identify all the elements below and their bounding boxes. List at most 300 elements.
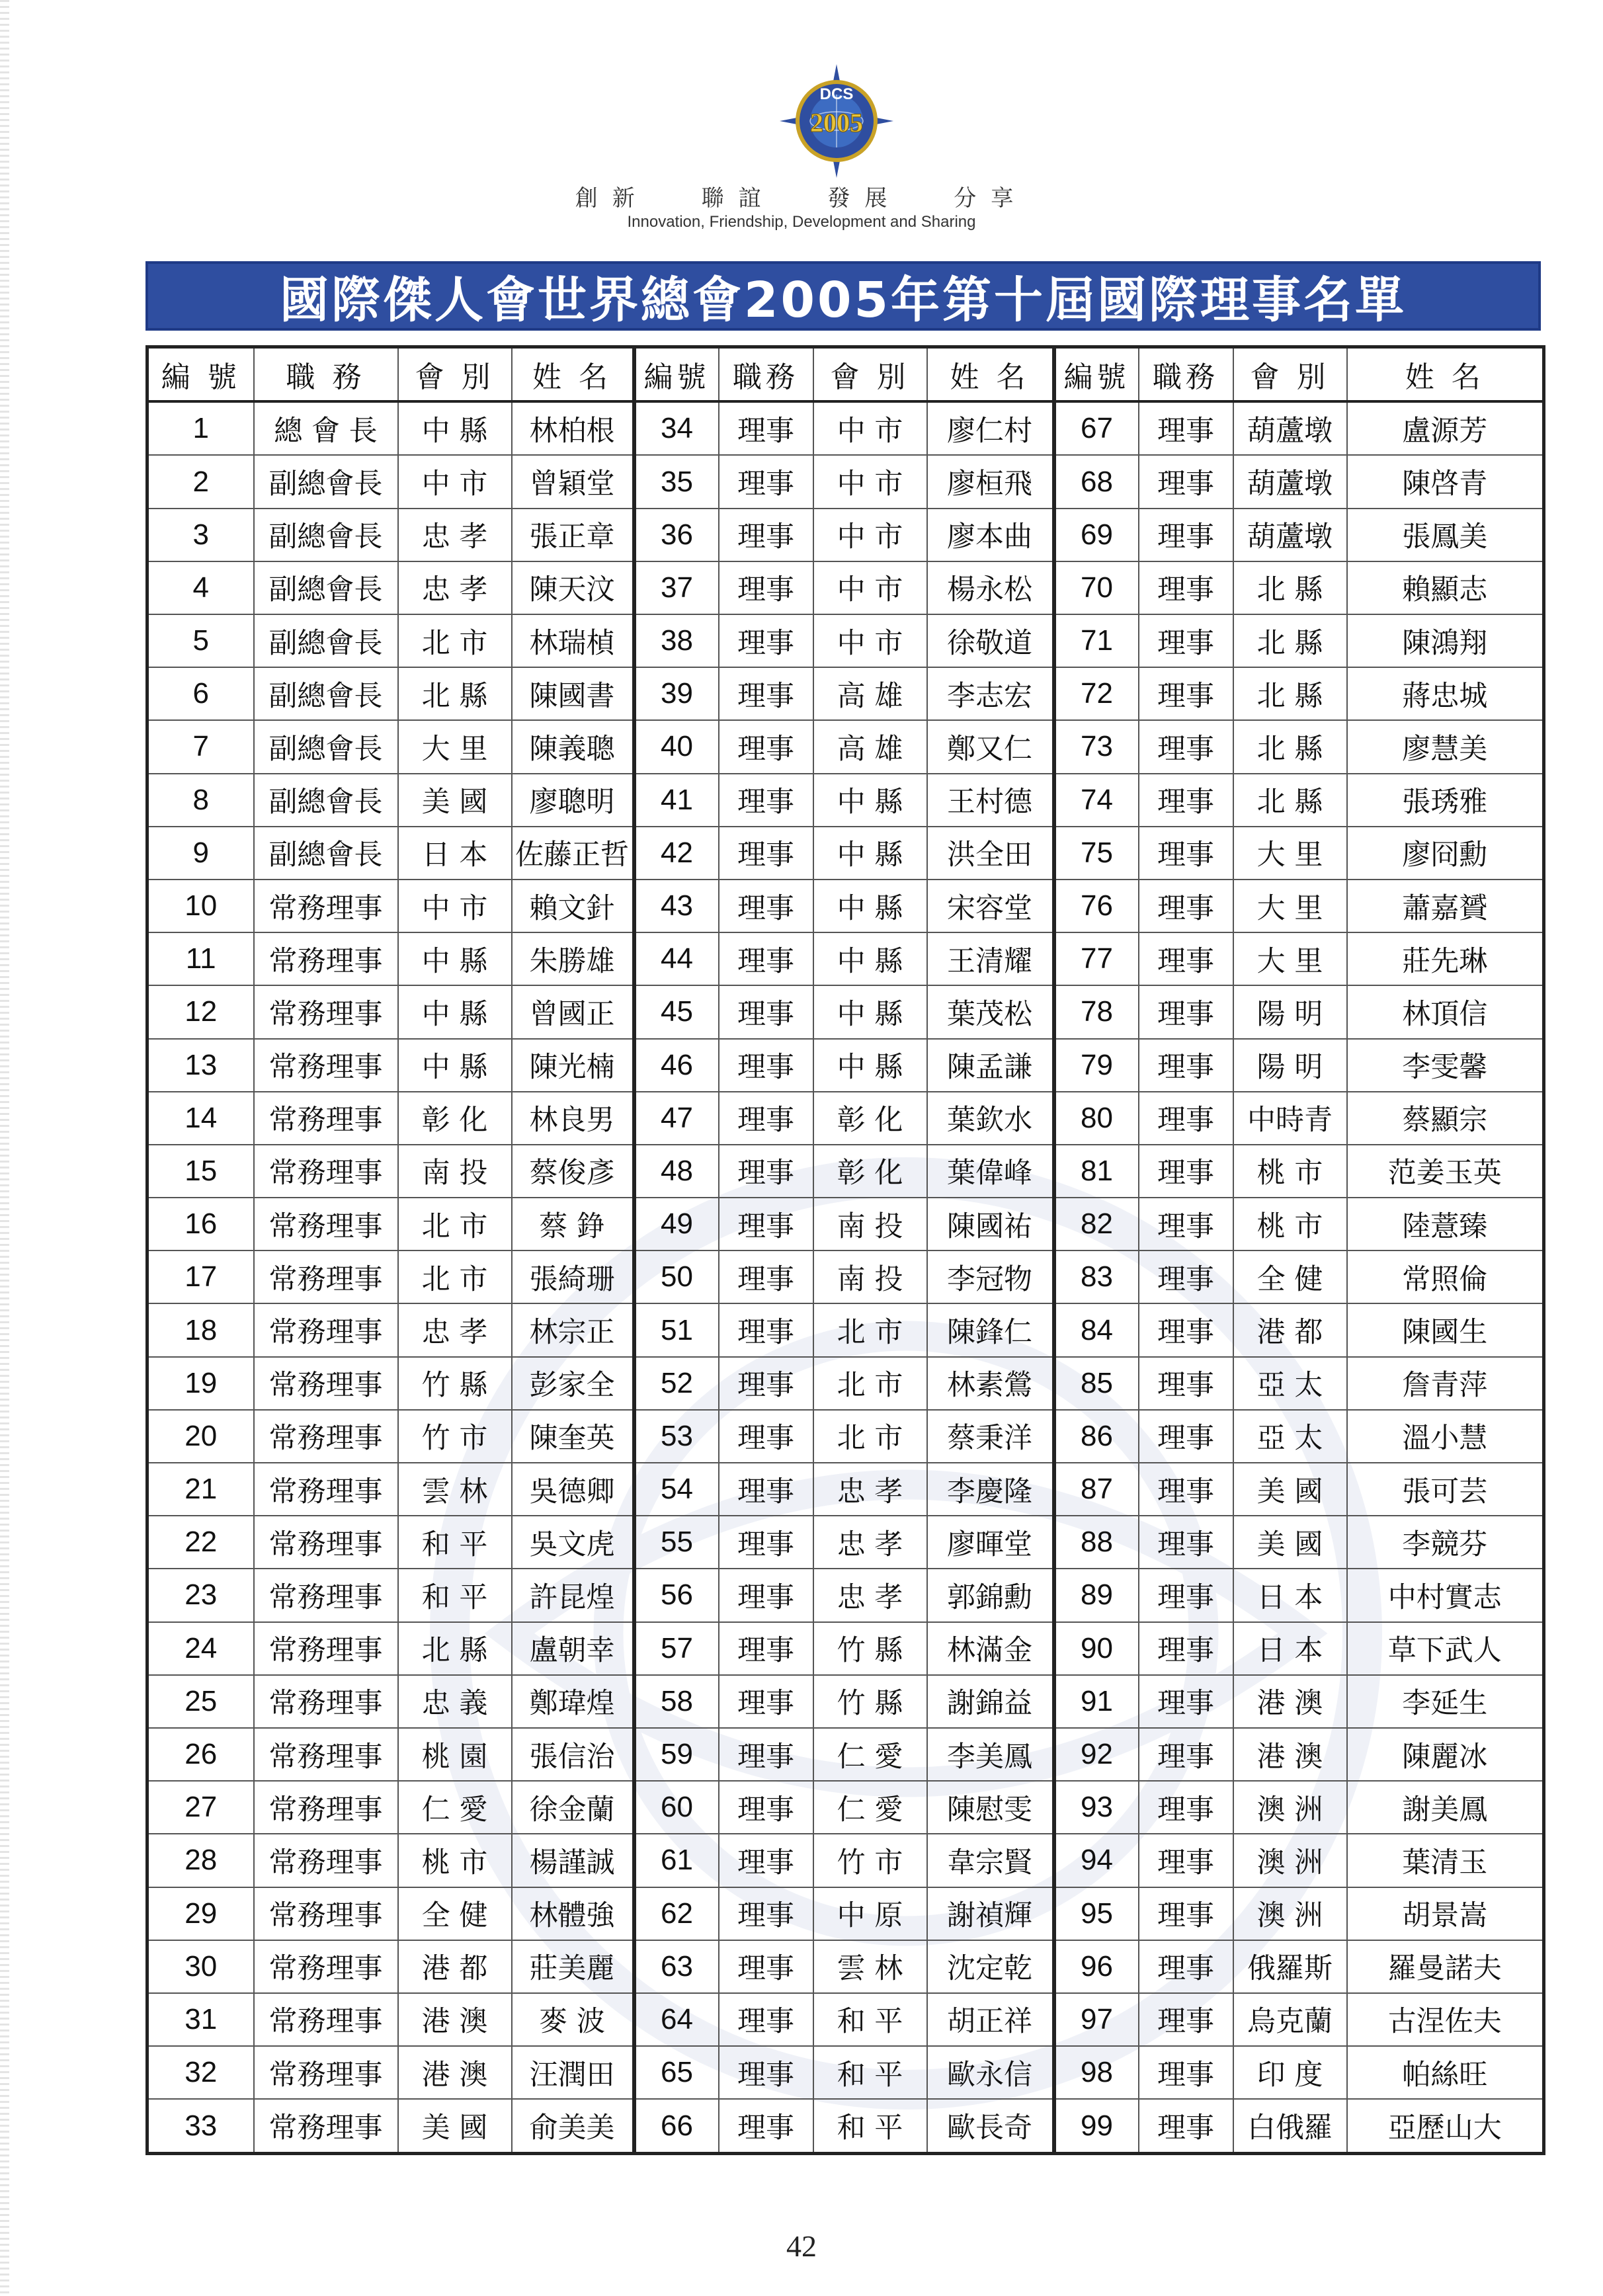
member-number: 87 [1054,1463,1139,1516]
member-position: 常務理事 [254,1092,398,1145]
member-number: 74 [1054,774,1139,827]
member-number: 3 [147,509,254,561]
table-row [147,720,1544,773]
member-position: 理事 [1139,509,1233,561]
member-club: 中 市 [813,509,927,561]
table-row [147,1622,1544,1675]
member-name: 林頂信 [1347,985,1544,1038]
member-number: 34 [634,401,719,455]
member-number: 93 [1054,1781,1139,1834]
member-name: 謝禎輝 [927,1887,1054,1940]
member-name: 陳鋒仁 [927,1303,1054,1356]
member-number: 41 [634,774,719,827]
member-name: 盧朝幸 [512,1622,634,1675]
member-position: 理事 [1139,401,1233,455]
column-header: 編號 [634,347,719,402]
member-position: 常務理事 [254,1622,398,1675]
member-name: 葉茂松 [927,985,1054,1038]
member-club: 澳 洲 [1233,1834,1347,1887]
member-position: 理事 [719,1728,813,1781]
member-position: 理事 [1139,932,1233,985]
member-name: 徐敬道 [927,614,1054,667]
member-club: 和 平 [398,1516,512,1569]
table-row [147,667,1544,720]
member-club: 高 雄 [813,720,927,773]
table-row [147,1039,1544,1092]
table-row [147,1675,1544,1728]
table-row [147,1303,1544,1356]
member-number: 26 [147,1728,254,1781]
table-row [147,1569,1544,1621]
member-club: 中時青 [1233,1092,1347,1145]
member-club: 陽 明 [1233,985,1347,1038]
member-number: 61 [634,1834,719,1887]
member-number: 10 [147,880,254,932]
member-number: 85 [1054,1357,1139,1410]
member-name: 草下武人 [1347,1622,1544,1675]
member-club: 雲 林 [398,1463,512,1516]
member-name: 陳光楠 [512,1039,634,1092]
member-number: 76 [1054,880,1139,932]
member-number: 83 [1054,1250,1139,1303]
member-number: 48 [634,1145,719,1198]
motto-word: 聯誼 [701,185,776,212]
member-name: 廖暉堂 [927,1516,1054,1569]
member-club: 竹 市 [398,1410,512,1463]
member-position: 理事 [719,2046,813,2099]
table-row [147,1940,1544,1993]
member-position: 理事 [1139,1993,1233,2046]
member-position: 理事 [719,1198,813,1250]
member-club: 和 平 [398,1569,512,1621]
dcs-logo [777,63,896,179]
member-number: 78 [1054,985,1139,1038]
member-name: 陸薏臻 [1347,1198,1544,1250]
member-position: 常務理事 [254,1675,398,1728]
table-row [147,1781,1544,1834]
member-position: 理事 [719,985,813,1038]
member-number: 58 [634,1675,719,1728]
member-position: 理事 [1139,720,1233,773]
member-number: 45 [634,985,719,1038]
member-name: 廖慧美 [1347,720,1544,773]
column-header: 編號 [1054,347,1139,402]
member-name: 林滿金 [927,1622,1054,1675]
member-number: 73 [1054,720,1139,773]
member-position: 常務理事 [254,1357,398,1410]
member-name: 吳文虎 [512,1516,634,1569]
member-number: 82 [1054,1198,1139,1250]
member-name: 歐長奇 [927,2099,1054,2153]
member-club: 北 縣 [1233,667,1347,720]
table-row [147,2046,1544,2099]
member-number: 94 [1054,1834,1139,1887]
member-name: 羅曼諾夫 [1347,1940,1544,1993]
member-name: 賴文針 [512,880,634,932]
member-number: 97 [1054,1993,1139,2046]
member-name: 蔣忠城 [1347,667,1544,720]
member-position: 理事 [1139,1781,1233,1834]
column-header: 姓 名 [1347,347,1544,402]
member-club: 港 都 [1233,1303,1347,1356]
member-number: 5 [147,614,254,667]
member-club: 日 本 [1233,1622,1347,1675]
member-name: 廖聰明 [512,774,634,827]
member-position: 理事 [719,774,813,827]
member-position: 常務理事 [254,1887,398,1940]
member-number: 14 [147,1092,254,1145]
member-position: 副總會長 [254,720,398,773]
member-number: 29 [147,1887,254,1940]
member-position: 理事 [1139,2099,1233,2153]
member-name: 盧源芳 [1347,401,1544,455]
member-club: 中 市 [398,880,512,932]
table-row [147,1410,1544,1463]
member-position: 理事 [1139,1357,1233,1410]
member-position: 理事 [719,1092,813,1145]
member-position: 理事 [719,827,813,880]
member-name: 葉欽水 [927,1092,1054,1145]
member-name: 鄭又仁 [927,720,1054,773]
member-name: 曾國正 [512,985,634,1038]
member-position: 理事 [1139,1622,1233,1675]
member-number: 33 [147,2099,254,2153]
member-name: 謝錦益 [927,1675,1054,1728]
member-position: 理事 [719,932,813,985]
member-club: 澳 洲 [1233,1781,1347,1834]
member-name: 詹青萍 [1347,1357,1544,1410]
member-club: 港 都 [398,1940,512,1993]
member-number: 66 [634,2099,719,2153]
member-position: 理事 [1139,880,1233,932]
member-club: 中 縣 [398,401,512,455]
member-club: 竹 市 [813,1834,927,1887]
member-position: 理事 [719,561,813,614]
table-row [147,1728,1544,1781]
member-number: 23 [147,1569,254,1621]
member-position: 理事 [719,667,813,720]
table-row [147,1357,1544,1410]
member-number: 75 [1054,827,1139,880]
member-position: 理事 [719,1357,813,1410]
member-club: 大 里 [1233,880,1347,932]
member-club: 忠 孝 [813,1463,927,1516]
member-number: 19 [147,1357,254,1410]
member-club: 中 縣 [398,1039,512,1092]
table-row [147,1463,1544,1516]
member-position: 常務理事 [254,1993,398,2046]
member-number: 32 [147,2046,254,2099]
member-position: 常務理事 [254,1198,398,1250]
table-row [147,827,1544,880]
member-name: 范姜玉英 [1347,1145,1544,1198]
member-name: 許昆煌 [512,1569,634,1621]
member-position: 理事 [719,720,813,773]
member-club: 美 國 [1233,1463,1347,1516]
member-club: 俄羅斯 [1233,1940,1347,1993]
table-row [147,1092,1544,1145]
member-position: 理事 [719,1039,813,1092]
member-position: 理事 [1139,1887,1233,1940]
member-number: 38 [634,614,719,667]
member-number: 15 [147,1145,254,1198]
member-club: 桃 市 [1233,1198,1347,1250]
title-banner [145,261,1541,331]
member-name: 張可芸 [1347,1463,1544,1516]
member-position: 常務理事 [254,1303,398,1356]
member-number: 40 [634,720,719,773]
member-position: 理事 [1139,1092,1233,1145]
member-name: 王清耀 [927,932,1054,985]
member-number: 51 [634,1303,719,1356]
member-position: 理事 [1139,774,1233,827]
member-number: 8 [147,774,254,827]
member-name: 古涅佐夫 [1347,1993,1544,2046]
member-name: 林良男 [512,1092,634,1145]
member-number: 86 [1054,1410,1139,1463]
member-name: 沈定乾 [927,1940,1054,1993]
table-row [147,2099,1544,2153]
member-club: 桃 市 [1233,1145,1347,1198]
member-number: 59 [634,1728,719,1781]
member-name: 蔡顯宗 [1347,1092,1544,1145]
member-position: 理事 [719,1569,813,1621]
member-number: 72 [1054,667,1139,720]
logo-year: 2005 [810,108,863,138]
member-position: 理事 [719,1145,813,1198]
member-number: 67 [1054,401,1139,455]
member-club: 美 國 [398,774,512,827]
member-number: 70 [1054,561,1139,614]
member-club: 美 國 [1233,1516,1347,1569]
member-club: 亞 太 [1233,1410,1347,1463]
member-position: 副總會長 [254,827,398,880]
member-club: 中 縣 [813,827,927,880]
member-number: 53 [634,1410,719,1463]
table-row [147,509,1544,561]
member-number: 54 [634,1463,719,1516]
member-club: 北 縣 [1233,614,1347,667]
member-position: 副總會長 [254,774,398,827]
member-position: 理事 [1139,1569,1233,1621]
member-number: 4 [147,561,254,614]
member-number: 44 [634,932,719,985]
director-roster-table [145,345,1545,2155]
table-row [147,1887,1544,1940]
member-position: 理事 [1139,1198,1233,1250]
member-club: 雲 林 [813,1940,927,1993]
member-club: 中 縣 [813,1039,927,1092]
member-position: 理事 [719,1303,813,1356]
member-name: 林柏根 [512,401,634,455]
member-name: 中村實志 [1347,1569,1544,1621]
member-position: 理事 [1139,2046,1233,2099]
member-name: 吳德卿 [512,1463,634,1516]
member-club: 南 投 [813,1198,927,1250]
member-club: 港 澳 [1233,1728,1347,1781]
member-club: 港 澳 [398,1993,512,2046]
member-name: 陳慰雯 [927,1781,1054,1834]
member-name: 陳麗冰 [1347,1728,1544,1781]
member-position: 常務理事 [254,932,398,985]
member-club: 彰 化 [813,1092,927,1145]
member-club: 美 國 [398,2099,512,2153]
member-name: 張綺珊 [512,1250,634,1303]
scan-edge [0,0,9,2296]
member-name: 陳國書 [512,667,634,720]
member-position: 理事 [1139,1516,1233,1569]
member-position: 副總會長 [254,509,398,561]
table-row [147,561,1544,614]
member-name: 廖桓飛 [927,455,1054,508]
motto-chinese [0,180,1603,212]
member-position: 常務理事 [254,1728,398,1781]
member-name: 洪全田 [927,827,1054,880]
member-name: 朱勝雄 [512,932,634,985]
member-name: 帕絲旺 [1347,2046,1544,2099]
member-number: 63 [634,1940,719,1993]
member-club: 烏克蘭 [1233,1993,1347,2046]
member-club: 中 縣 [813,880,927,932]
member-position: 理事 [1139,1039,1233,1092]
member-position: 常務理事 [254,1250,398,1303]
member-name: 謝美鳳 [1347,1781,1544,1834]
member-number: 81 [1054,1145,1139,1198]
member-number: 99 [1054,2099,1139,2153]
member-position: 副總會長 [254,667,398,720]
member-number: 46 [634,1039,719,1092]
member-name: 廖冏勳 [1347,827,1544,880]
member-number: 52 [634,1357,719,1410]
member-name: 汪潤田 [512,2046,634,2099]
column-header: 姓 名 [927,347,1054,402]
column-header: 職 務 [254,347,398,402]
column-header: 編 號 [147,347,254,402]
member-name: 廖仁村 [927,401,1054,455]
member-club: 竹 縣 [813,1622,927,1675]
member-number: 60 [634,1781,719,1834]
member-club: 北 市 [398,1250,512,1303]
table-row [147,1250,1544,1303]
table-row [147,1834,1544,1887]
member-club: 彰 化 [813,1145,927,1198]
member-club: 竹 縣 [813,1675,927,1728]
member-club: 和 平 [813,1993,927,2046]
member-club: 葫蘆墩 [1233,455,1347,508]
member-name: 陳義聰 [512,720,634,773]
member-position: 理事 [719,1675,813,1728]
member-number: 17 [147,1250,254,1303]
member-number: 36 [634,509,719,561]
table-row [147,985,1544,1038]
member-number: 24 [147,1622,254,1675]
member-position: 常務理事 [254,1410,398,1463]
table-row [147,1993,1544,2046]
member-name: 賴顯志 [1347,561,1544,614]
member-club: 仁 愛 [398,1781,512,1834]
member-name: 徐金蘭 [512,1781,634,1834]
member-club: 北 縣 [1233,561,1347,614]
member-number: 65 [634,2046,719,2099]
member-club: 忠 孝 [813,1516,927,1569]
member-name: 胡景嵩 [1347,1887,1544,1940]
member-name: 張鳳美 [1347,509,1544,561]
member-name: 張琇雅 [1347,774,1544,827]
member-position: 常務理事 [254,1145,398,1198]
page-number: 42 [786,2229,817,2263]
member-name: 李競芬 [1347,1516,1544,1569]
member-number: 64 [634,1993,719,2046]
member-club: 和 平 [813,2046,927,2099]
member-club: 中 市 [813,455,927,508]
member-name: 溫小慧 [1347,1410,1544,1463]
member-name: 陳天汶 [512,561,634,614]
motto-word: 分享 [954,185,1028,212]
member-position: 常務理事 [254,1569,398,1621]
member-name: 陳孟謙 [927,1039,1054,1092]
member-name: 蔡秉洋 [927,1410,1054,1463]
member-number: 57 [634,1622,719,1675]
member-position: 理事 [719,1993,813,2046]
member-name: 莊美麗 [512,1940,634,1993]
member-number: 16 [147,1198,254,1250]
member-number: 77 [1054,932,1139,985]
column-header: 會 別 [398,347,512,402]
member-club: 中 縣 [813,985,927,1038]
member-position: 常務理事 [254,1781,398,1834]
member-number: 62 [634,1887,719,1940]
member-number: 2 [147,455,254,508]
member-club: 中 縣 [813,932,927,985]
member-club: 大 里 [398,720,512,773]
table-row [147,455,1544,508]
column-header: 職務 [719,347,813,402]
member-club: 忠 孝 [398,509,512,561]
member-club: 仁 愛 [813,1728,927,1781]
member-number: 89 [1054,1569,1139,1621]
member-position: 理事 [1139,561,1233,614]
member-number: 92 [1054,1728,1139,1781]
member-position: 理事 [719,880,813,932]
member-name: 佐藤正哲 [512,827,634,880]
member-club: 忠 義 [398,1675,512,1728]
member-number: 21 [147,1463,254,1516]
member-name: 曾穎堂 [512,455,634,508]
member-position: 理事 [1139,1940,1233,1993]
member-club: 全 健 [398,1887,512,1940]
member-number: 18 [147,1303,254,1356]
member-club: 印 度 [1233,2046,1347,2099]
table-header-row [147,347,1544,402]
member-name: 李雯馨 [1347,1039,1544,1092]
member-number: 43 [634,880,719,932]
member-name: 林素鶯 [927,1357,1054,1410]
member-number: 1 [147,401,254,455]
column-header: 職務 [1139,347,1233,402]
member-position: 理事 [1139,667,1233,720]
member-name: 陳鴻翔 [1347,614,1544,667]
member-position: 理事 [1139,1250,1233,1303]
member-position: 理事 [719,1781,813,1834]
member-name: 韋宗賢 [927,1834,1054,1887]
member-club: 白俄羅 [1233,2099,1347,2153]
member-club: 亞 太 [1233,1357,1347,1410]
member-club: 忠 孝 [398,1303,512,1356]
member-name: 楊謹誠 [512,1834,634,1887]
logo-text: DCS [819,85,854,103]
member-position: 理事 [719,1410,813,1463]
member-name: 胡正祥 [927,1993,1054,2046]
